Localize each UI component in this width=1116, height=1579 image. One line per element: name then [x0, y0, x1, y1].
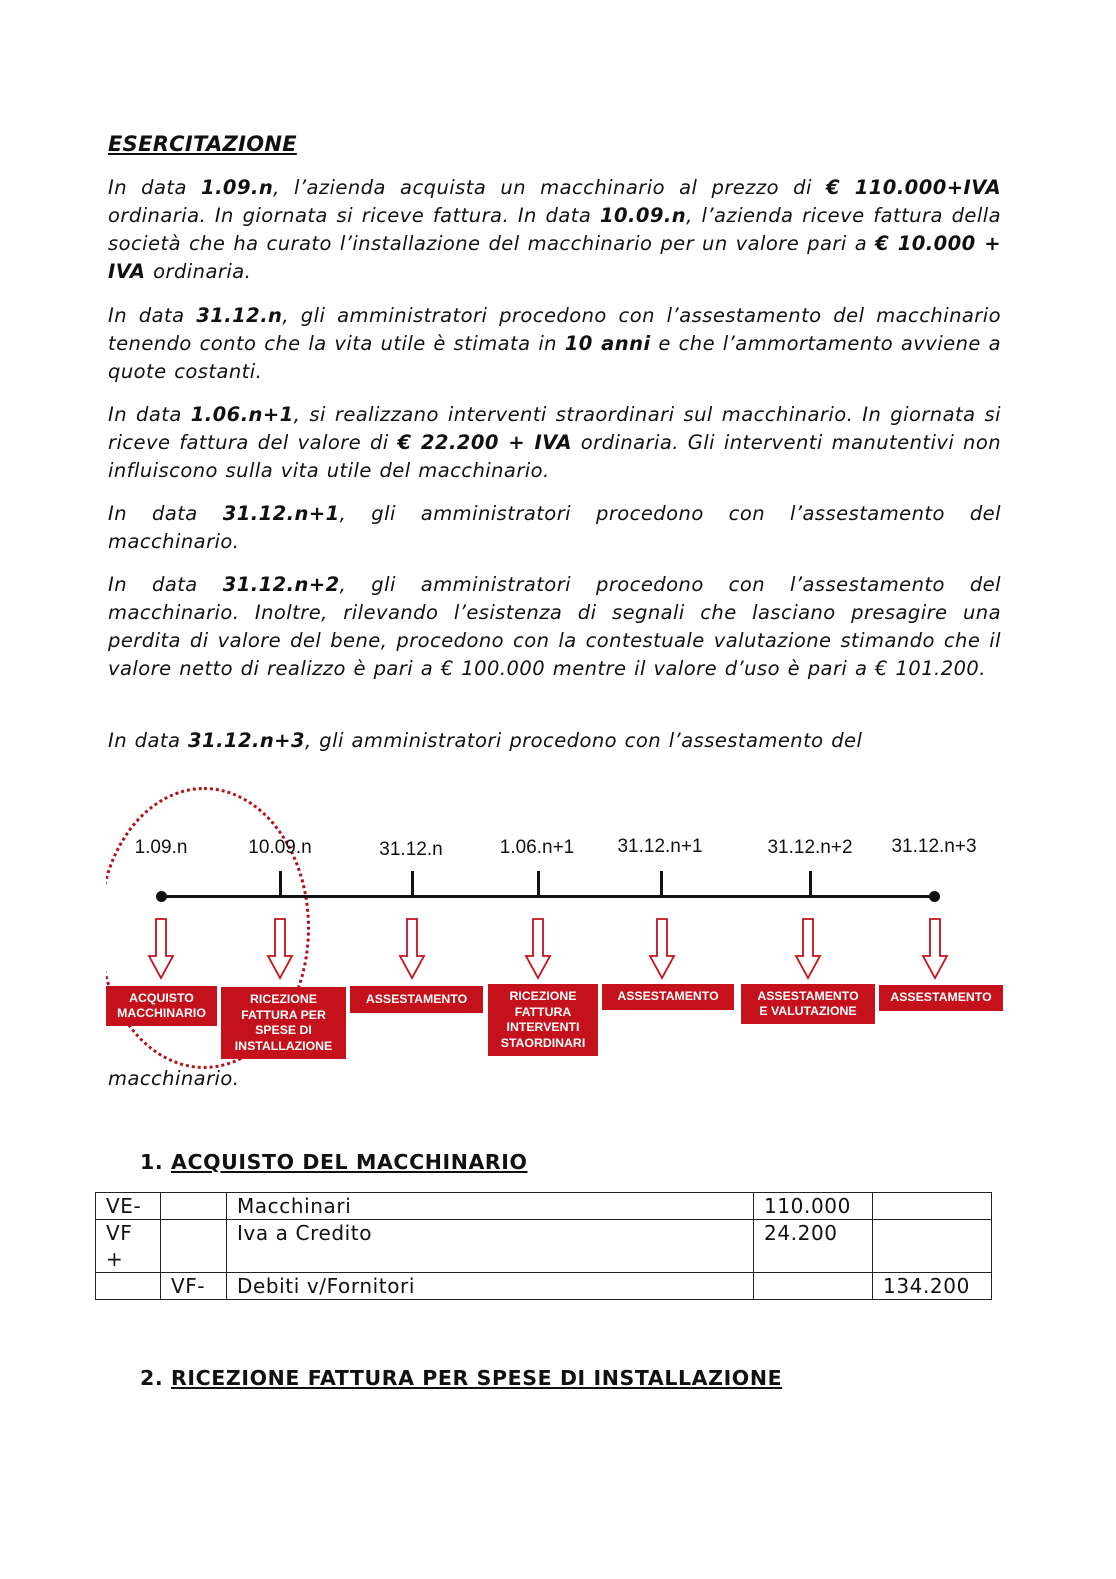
credit-cell: 134.200 — [873, 1273, 992, 1300]
emphasis-text: € 22.200 + IVA — [397, 431, 572, 454]
timeline-tick — [411, 871, 414, 897]
timeline-label-text: RICEZIONE FATTURA PER SPESE DI INSTALLAZIONE — [234, 992, 333, 1053]
emphasis-text: 31.12.n+3 — [188, 729, 305, 752]
debit-cell: 24.200 — [754, 1220, 873, 1273]
emphasis-text: € 110.000+IVA — [826, 176, 1001, 199]
timeline-axis — [161, 895, 936, 898]
text-run: , l’azienda acquista un macchinario al prezzo di — [273, 176, 827, 199]
down-arrow-icon — [147, 918, 175, 980]
timeline-tick — [660, 871, 663, 897]
row-type-cell: VE- — [96, 1193, 161, 1220]
paragraph-6 — [108, 727, 1001, 755]
section-title: RICEZIONE FATTURA PER SPESE DI INSTALLAZIONE — [171, 1366, 783, 1390]
page-title: ESERCITAZIONE — [108, 132, 297, 156]
text-run: e che l’ammortamento avviene a quote costanti. — [108, 332, 1002, 383]
text-run: In data — [108, 403, 191, 426]
emphasis-text: € 10.000 + IVA — [108, 232, 1002, 283]
timeline-label — [602, 984, 734, 1010]
row-type-cell: VF + — [96, 1220, 161, 1273]
timeline-date: 31.12.n+1 — [617, 836, 703, 857]
text-run: , l’azienda riceve fattura della società che ha curato l’installazione del macchinario per un valore pari a — [108, 204, 1001, 255]
timeline-date: 1.06.n+1 — [499, 837, 575, 858]
down-arrow-icon — [648, 918, 676, 980]
timeline-date: 1.09.n — [134, 837, 188, 858]
table-row — [96, 1193, 992, 1220]
text-run: , gli amministratori procedono con l’assestamento del — [304, 729, 863, 752]
text-run: In data — [108, 573, 223, 596]
text-run: In data — [108, 502, 223, 525]
timeline-date: 31.12.n+3 — [891, 836, 977, 857]
text-run: ordinaria. — [145, 260, 252, 283]
timeline-label-text: ASSESTAMENTO — [365, 991, 468, 1006]
down-arrow-icon — [794, 918, 822, 980]
section-number: 2. — [140, 1366, 164, 1390]
text-run: In data — [108, 176, 202, 199]
text-run: In data — [108, 729, 189, 752]
timeline-tick — [279, 871, 282, 897]
row-type-cell — [96, 1273, 161, 1300]
timeline-label — [106, 986, 217, 1026]
paragraph-1 — [108, 174, 1001, 286]
timeline-start-dot — [156, 891, 167, 902]
emphasis-text: 1.06.n+1 — [190, 403, 294, 426]
section-number: 1. — [140, 1150, 164, 1174]
text-run: In data — [108, 304, 197, 327]
text-run: ordinaria. In giornata si riceve fattura. In data — [108, 204, 600, 227]
emphasis-text: 10 anni — [564, 332, 651, 355]
down-arrow-icon — [266, 918, 294, 980]
timeline-label-text: ASSESTAMENTO E VALUTAZIONE — [757, 988, 859, 1018]
text-run: , gli amministratori procedono con l’assestamento del macchinario tenendo conto che la vita utile è stimata in — [108, 304, 1001, 355]
table-row — [96, 1220, 992, 1273]
timeline-label — [221, 987, 346, 1059]
debit-cell — [754, 1273, 873, 1300]
down-arrow-icon — [921, 918, 949, 980]
section-heading-2 — [140, 1366, 782, 1390]
emphasis-text: 31.12.n+2 — [222, 573, 340, 596]
timeline-date: 31.12.n — [379, 839, 443, 860]
emphasis-text: 1.09.n — [201, 176, 274, 199]
paragraph-3 — [108, 401, 1001, 485]
timeline-label — [488, 984, 598, 1056]
timeline-label-text: RICEZIONE FATTURA INTERVENTI STAORDINARI — [500, 989, 586, 1050]
timeline-label — [879, 985, 1003, 1011]
section-title: ACQUISTO DEL MACCHINARIO — [171, 1150, 528, 1174]
timeline-figure — [106, 785, 1006, 1065]
timeline-tick — [809, 871, 812, 897]
emphasis-text: 31.12.n — [196, 304, 283, 327]
emphasis-text: 10.09.n — [600, 204, 687, 227]
down-arrow-icon — [524, 918, 552, 980]
debit-cell: 110.000 — [754, 1193, 873, 1220]
paragraph-6-continuation: macchinario. — [108, 1067, 240, 1090]
account-cell: Iva a Credito — [226, 1220, 753, 1273]
timeline-label-text: ASSESTAMENTO — [890, 990, 992, 1005]
table-row — [96, 1273, 992, 1300]
journal-entry-table — [95, 1192, 992, 1300]
row-type-cell: VF- — [160, 1273, 226, 1300]
timeline-tick — [537, 871, 540, 897]
paragraph-4 — [108, 500, 1001, 556]
section-heading-1 — [140, 1150, 528, 1174]
paragraph-2 — [108, 302, 1001, 386]
account-cell: Debiti v/Fornitori — [226, 1273, 753, 1300]
text-run: , gli amministratori procedono con l’assestamento del macchinario. Inoltre, rilevando l’esistenza di segnali che lasciano presagire una perdita di valore del bene, procedono con la contestuale valutazione stimando che il valore netto di realizzo è pari a € 100.000 mentre il valore d’uso è pari a € 101.200. — [108, 573, 1001, 680]
timeline-date: 31.12.n+2 — [767, 837, 853, 858]
credit-cell — [873, 1220, 992, 1273]
emphasis-text: 31.12.n+1 — [222, 502, 340, 525]
text-run: , si realizzano interventi straordinari sul macchinario. In giornata si riceve fattura del valore di — [108, 403, 1002, 454]
paragraph-5 — [108, 571, 1001, 683]
row-type-cell — [160, 1220, 226, 1273]
timeline-label — [741, 984, 875, 1024]
timeline-label-text: ACQUISTO MACCHINARIO — [117, 990, 206, 1020]
timeline-label — [350, 986, 483, 1013]
text-run: , gli amministratori procedono con l’assestamento del macchinario. — [108, 502, 1001, 553]
credit-cell — [873, 1193, 992, 1220]
timeline-label-text: ASSESTAMENTO — [617, 989, 719, 1004]
row-type-cell — [160, 1193, 226, 1220]
timeline-end-dot — [929, 891, 940, 902]
timeline-date: 10.09.n — [248, 837, 312, 858]
down-arrow-icon — [398, 918, 426, 980]
account-cell: Macchinari — [226, 1193, 753, 1220]
text-run: ordinaria. Gli interventi manutentivi non influiscono sulla vita utile del macchinario. — [108, 431, 1002, 482]
